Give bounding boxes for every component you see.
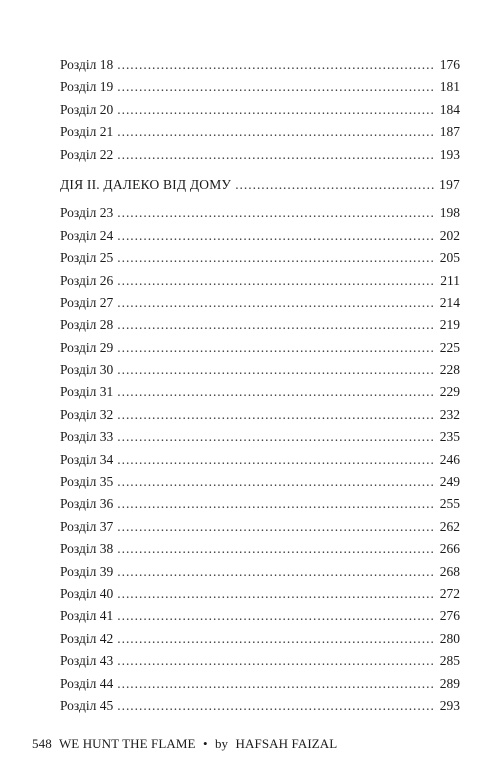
footer-book-title: WE HUNT THE FLAME bbox=[58, 736, 196, 751]
dot-leader bbox=[117, 650, 435, 672]
toc-entry-page: 176 bbox=[439, 57, 460, 72]
toc-entry-page: 181 bbox=[439, 79, 460, 95]
toc-entry-label: Розділ 24 bbox=[60, 227, 114, 243]
toc-entry[interactable] bbox=[60, 225, 460, 247]
toc-entry-page: 219 bbox=[439, 317, 460, 333]
toc-entry-label: Розділ 25 bbox=[60, 250, 114, 266]
dot-leader bbox=[117, 628, 435, 650]
dot-leader bbox=[117, 247, 435, 269]
toc-entry[interactable] bbox=[60, 695, 460, 717]
dot-leader bbox=[117, 144, 435, 166]
dot-leader bbox=[117, 493, 435, 515]
toc-entry[interactable] bbox=[60, 561, 460, 583]
toc-entry-page: 225 bbox=[439, 339, 460, 355]
toc-entry-label: Розділ 31 bbox=[60, 384, 114, 400]
toc-entry-label: Розділ 30 bbox=[60, 362, 114, 378]
toc-entry-page: 202 bbox=[439, 227, 460, 243]
footer-by: by bbox=[214, 736, 229, 751]
toc-entry-label: Розділ 40 bbox=[60, 585, 114, 601]
toc-entry-label: Розділ 36 bbox=[60, 496, 114, 512]
toc-entry[interactable] bbox=[60, 121, 460, 143]
toc-entry-page: 285 bbox=[439, 653, 460, 669]
dot-leader bbox=[117, 314, 435, 336]
toc-entry[interactable] bbox=[60, 426, 460, 448]
dot-leader bbox=[117, 561, 435, 583]
dot-leader bbox=[117, 292, 435, 314]
toc-entry-page: 229 bbox=[439, 384, 460, 400]
toc-entry-label: Розділ 20 bbox=[60, 101, 114, 117]
dot-leader bbox=[117, 381, 435, 403]
toc-entry-page: 272 bbox=[439, 585, 460, 601]
dot-leader bbox=[117, 99, 435, 121]
toc-entry-page: 255 bbox=[439, 496, 460, 512]
toc-entry-page: 187 bbox=[439, 124, 460, 140]
dot-leader bbox=[117, 225, 435, 247]
toc-entry-page: 280 bbox=[439, 630, 460, 646]
dot-leader bbox=[117, 337, 435, 359]
dot-leader bbox=[117, 583, 435, 605]
toc-entry-label: Розділ 32 bbox=[60, 406, 114, 422]
dot-leader bbox=[117, 54, 435, 76]
toc-entry-label: Розділ 45 bbox=[60, 697, 114, 713]
toc-entry-label: Розділ 22 bbox=[60, 146, 114, 162]
dot-leader bbox=[117, 516, 435, 538]
toc-entry[interactable] bbox=[60, 247, 460, 269]
toc-entry-label: Розділ 28 bbox=[60, 317, 114, 333]
toc-entry[interactable] bbox=[60, 270, 460, 292]
toc-entry-label: Розділ 23 bbox=[60, 205, 114, 221]
toc-entry-page: 211 bbox=[440, 272, 460, 288]
toc-entry-page: 249 bbox=[439, 474, 460, 490]
toc-entry-page: 266 bbox=[439, 541, 460, 557]
toc-entry-label: Розділ 34 bbox=[60, 451, 114, 467]
toc-part-page: 197 bbox=[439, 176, 460, 192]
toc-entry[interactable] bbox=[60, 337, 460, 359]
dot-leader bbox=[117, 359, 435, 381]
dot-leader bbox=[117, 270, 435, 292]
toc-entry[interactable] bbox=[60, 493, 460, 515]
toc-entry-page: 214 bbox=[439, 294, 460, 310]
dot-leader bbox=[117, 404, 435, 426]
toc-entry-page: 235 bbox=[439, 429, 460, 445]
toc-entry-label: Розділ 33 bbox=[60, 429, 114, 445]
dot-leader bbox=[235, 174, 435, 196]
toc-entry-label: Розділ 44 bbox=[60, 675, 114, 691]
toc-entry[interactable] bbox=[60, 605, 460, 627]
dot-leader bbox=[117, 538, 435, 560]
toc-entry[interactable] bbox=[60, 538, 460, 560]
dot-leader bbox=[117, 449, 435, 471]
toc-entry[interactable] bbox=[60, 516, 460, 538]
dot-leader bbox=[117, 121, 435, 143]
toc-entry-page: 193 bbox=[439, 146, 460, 162]
toc-entry[interactable] bbox=[60, 76, 460, 98]
toc-entry-page: 205 bbox=[439, 250, 460, 266]
toc-entry[interactable] bbox=[60, 583, 460, 605]
footer-author: HAFSAH FAIZAL bbox=[235, 736, 338, 751]
footer-bullet: • bbox=[202, 736, 208, 751]
toc-entry-label: Розділ 42 bbox=[60, 630, 114, 646]
toc-entry[interactable] bbox=[60, 628, 460, 650]
toc-entry-page: 262 bbox=[439, 518, 460, 534]
toc-entry[interactable] bbox=[60, 54, 460, 76]
toc-part-label: ДІЯ ІІ. ДАЛЕКО ВІД ДОМУ bbox=[60, 176, 232, 192]
toc-entry-page: 276 bbox=[439, 608, 460, 624]
dot-leader bbox=[117, 76, 435, 98]
toc-entry-label: Розділ 43 bbox=[60, 653, 114, 669]
toc-entry[interactable] bbox=[60, 650, 460, 672]
dot-leader bbox=[117, 673, 435, 695]
toc-entry-label: Розділ 19 bbox=[60, 79, 114, 95]
toc-entry-label: Розділ 21 bbox=[60, 124, 114, 140]
toc-entry[interactable] bbox=[60, 359, 460, 381]
toc-entry[interactable] bbox=[60, 449, 460, 471]
toc-entry-page: 246 bbox=[439, 451, 460, 467]
toc-part-heading[interactable] bbox=[60, 174, 460, 196]
toc-entry-label: Розділ 18 bbox=[60, 57, 114, 72]
toc-entry-label: Розділ 41 bbox=[60, 608, 114, 624]
page-footer bbox=[32, 736, 341, 752]
dot-leader bbox=[117, 426, 435, 448]
toc-entry-page: 232 bbox=[439, 406, 460, 422]
toc-entry-label: Розділ 27 bbox=[60, 294, 114, 310]
dot-leader bbox=[117, 202, 435, 224]
footer-page-number: 548 bbox=[32, 736, 52, 751]
toc-entry-page: 268 bbox=[439, 563, 460, 579]
toc-entry-label: Розділ 37 bbox=[60, 518, 114, 534]
toc-entry-page: 289 bbox=[439, 675, 460, 691]
toc-entry[interactable] bbox=[60, 144, 460, 166]
dot-leader bbox=[117, 605, 435, 627]
dot-leader bbox=[117, 695, 435, 717]
toc-entry-page: 184 bbox=[439, 101, 460, 117]
toc-entry[interactable] bbox=[60, 202, 460, 224]
dot-leader bbox=[117, 471, 435, 493]
toc-entry[interactable] bbox=[60, 292, 460, 314]
toc-entry-label: Розділ 35 bbox=[60, 474, 114, 490]
toc-entry[interactable] bbox=[60, 673, 460, 695]
toc-entry[interactable] bbox=[60, 314, 460, 336]
toc-entry-page: 198 bbox=[439, 205, 460, 221]
toc-entry-label: Розділ 38 bbox=[60, 541, 114, 557]
table-of-contents bbox=[60, 54, 460, 717]
toc-entry[interactable] bbox=[60, 381, 460, 403]
toc-entry-label: Розділ 39 bbox=[60, 563, 114, 579]
toc-entry-label: Розділ 29 bbox=[60, 339, 114, 355]
toc-entry-page: 228 bbox=[439, 362, 460, 378]
toc-entry[interactable] bbox=[60, 99, 460, 121]
toc-entry-label: Розділ 26 bbox=[60, 272, 114, 288]
toc-entry[interactable] bbox=[60, 471, 460, 493]
toc-entry[interactable] bbox=[60, 404, 460, 426]
toc-entry-page: 293 bbox=[439, 697, 460, 713]
